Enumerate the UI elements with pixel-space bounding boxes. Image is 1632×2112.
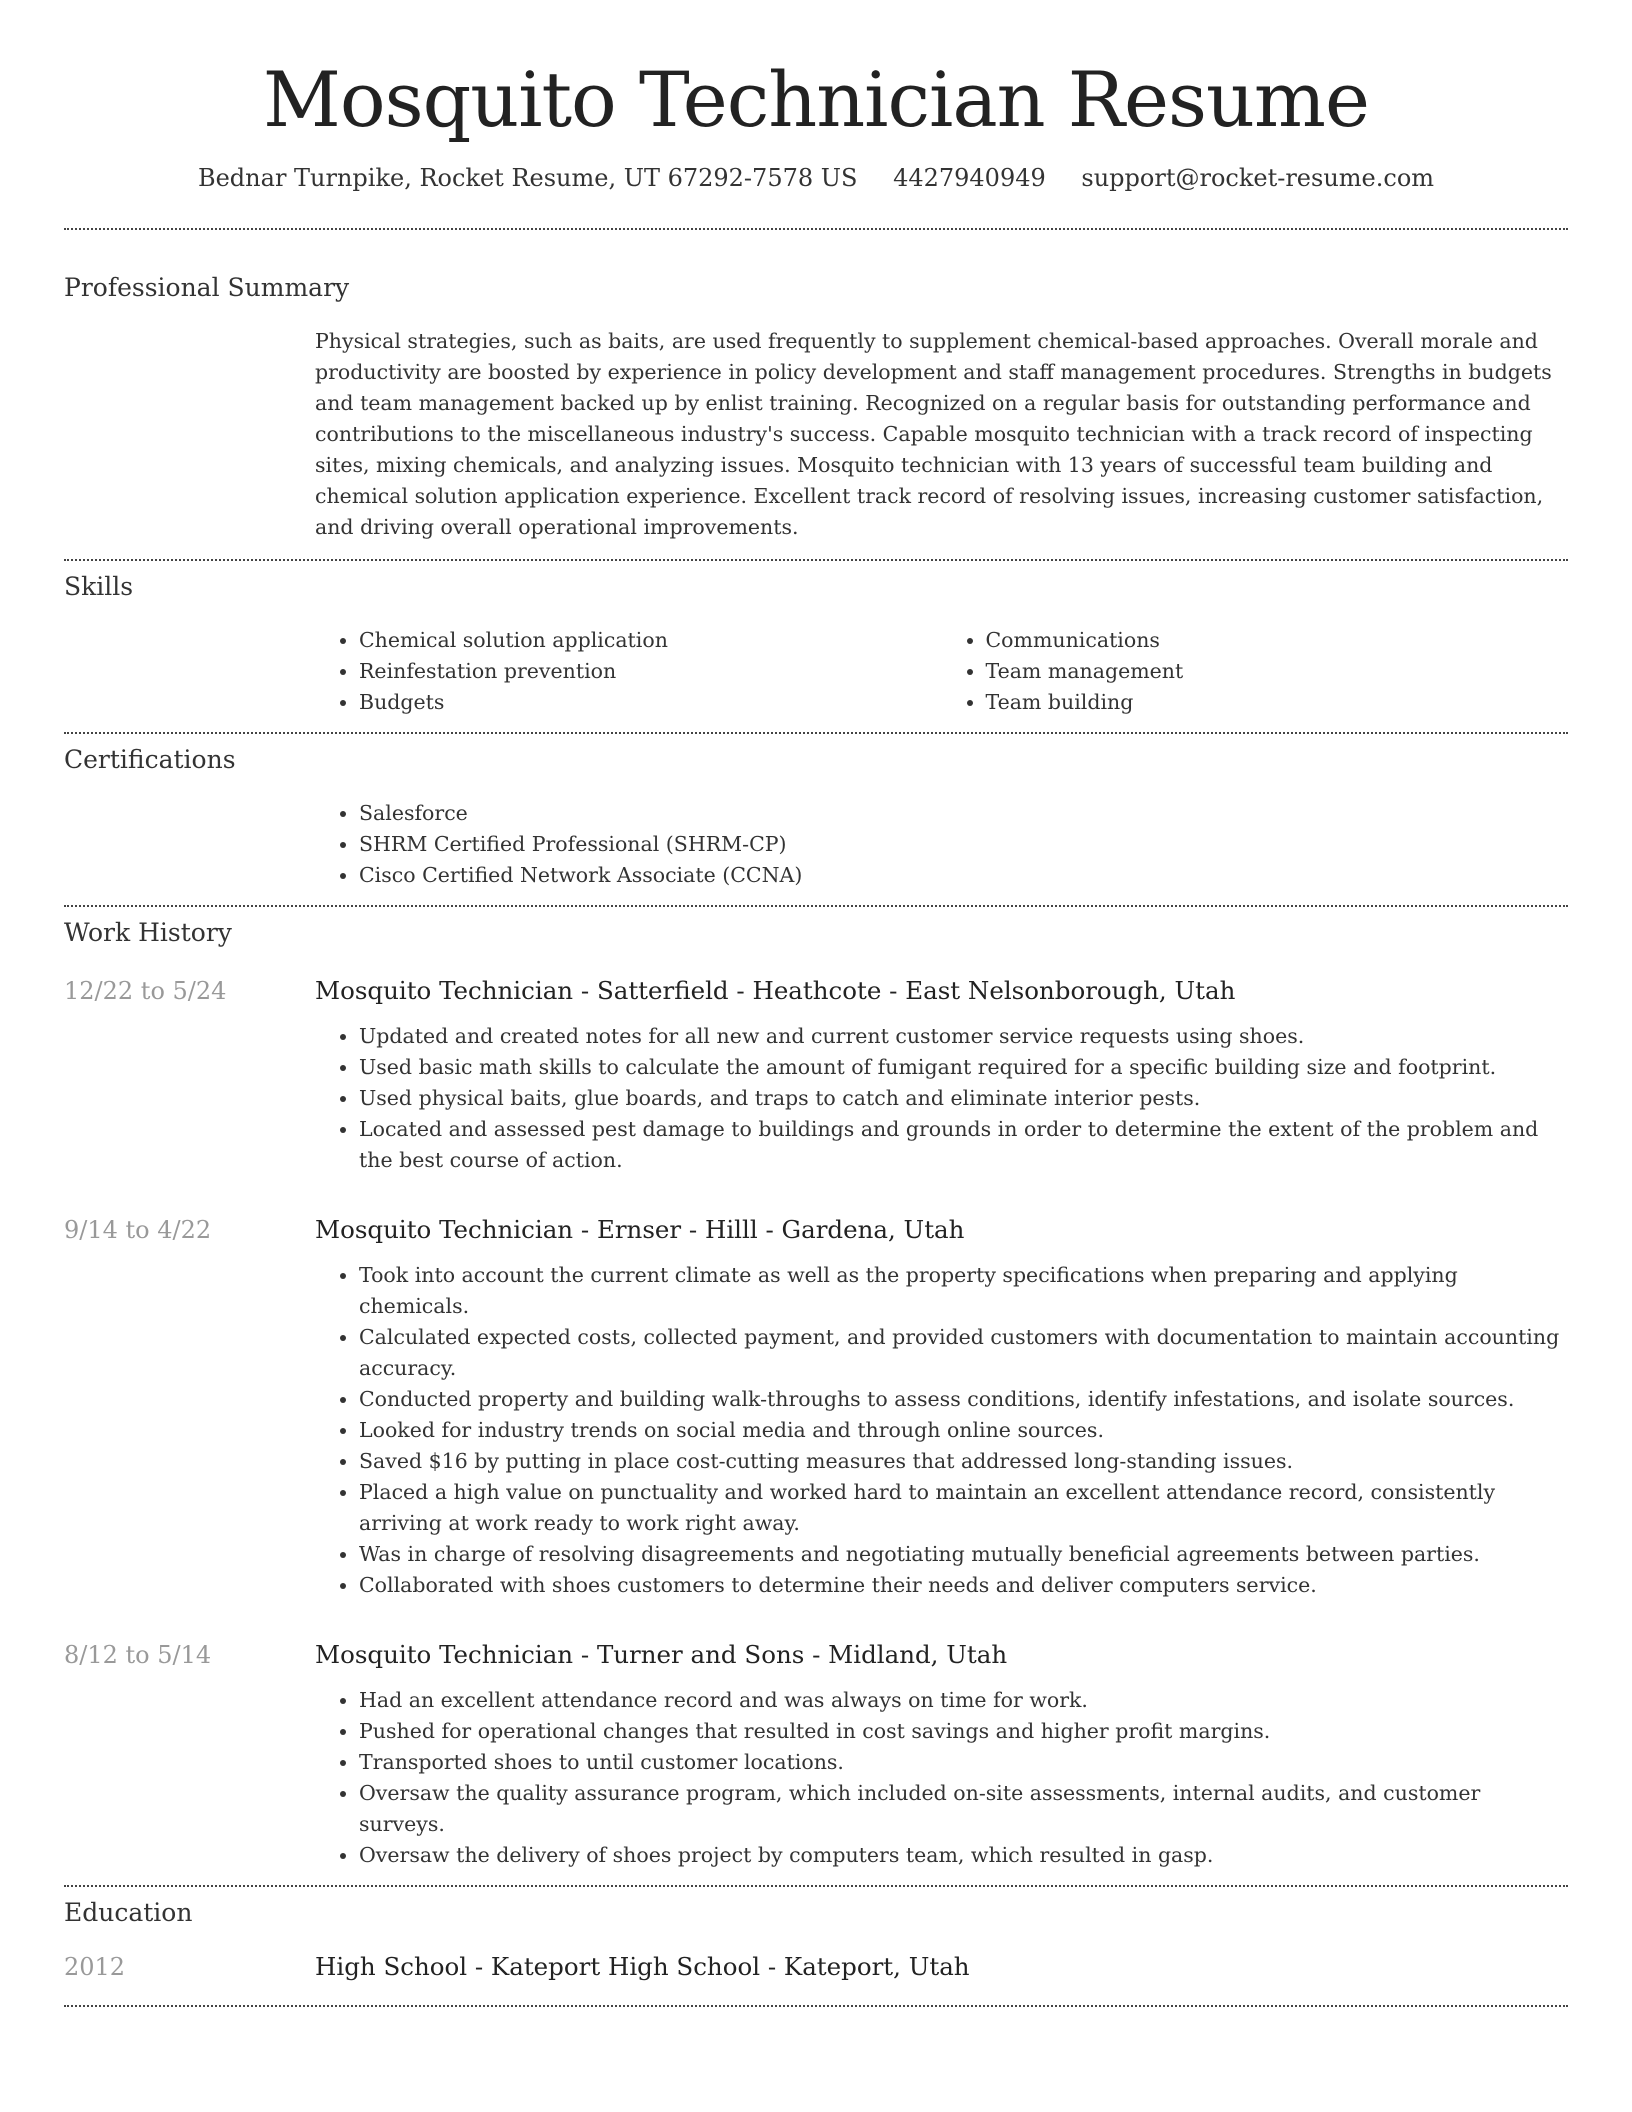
resume-title: Mosquito Technician Resume bbox=[263, 55, 1369, 144]
job-bullet: • Placed a high value on punctuality and worked hard to maintain an excellent attendance record, consistently arriving at work ready to work right away. bbox=[359, 1477, 1568, 1539]
summary-text: Physical strategies, such as baits, are used frequently to supplement chemical-based approaches. Overall morale and productivity are boosted by experience in policy development and staff management procedures. Strengths in budgets and team management backed up by enlist training. Recognized on a regular basis for outstanding performance and contributions to the miscellaneous industry's success. Capable mosquito technician with a track record of inspecting sites, mixing chemicals, and analyzing issues. Mosquito technician with 13 years of successful team building and chemical solution application experience. Excellent track record of resolving issues, increasing customer satisfaction, and driving overall operational improvements. bbox=[315, 329, 1552, 539]
job-bullet: • Saved $16 by putting in place cost-cutting measures that addressed long-standing issues. bbox=[359, 1446, 1568, 1477]
job-bullet: • Oversaw the delivery of shoes project by computers team, which resulted in gasp. bbox=[359, 1840, 1568, 1871]
skill-item: • Team management bbox=[986, 656, 1569, 687]
skill-item: • Chemical solution application bbox=[359, 625, 942, 656]
job-bullet: • Was in charge of resolving disagreements and negotiating mutually beneficial agreements between parties. bbox=[359, 1539, 1568, 1570]
skill-item: • Team building bbox=[986, 687, 1569, 718]
job-bullet: • Located and assessed pest damage to buildings and grounds in order to determine the extent of the problem and the best course of action. bbox=[359, 1114, 1568, 1176]
job-entry bbox=[64, 1635, 1568, 1885]
job-bullet: • Updated and created notes for all new and current customer service requests using shoes. bbox=[359, 1021, 1568, 1052]
skill-item: • Communications bbox=[986, 625, 1569, 656]
education-heading: Education bbox=[64, 1898, 193, 1927]
job-bullet: • Oversaw the quality assurance program, which included on-site assessments, internal audits, and customer surveys. bbox=[359, 1778, 1568, 1840]
job-entry bbox=[64, 971, 1568, 1176]
skill-item: • Reinfestation prevention bbox=[359, 656, 942, 687]
education-date: 2012 bbox=[64, 1953, 126, 1981]
certification-item: • SHRM Certified Professional (SHRM-CP) bbox=[359, 829, 1568, 860]
job-title: Mosquito Technician - Turner and Sons - Midland, Utah bbox=[315, 1640, 1008, 1669]
section-divider bbox=[64, 2005, 1568, 2007]
summary-heading: Professional Summary bbox=[64, 273, 350, 302]
job-bullet: • Used physical baits, glue boards, and traps to catch and eliminate interior pests. bbox=[359, 1083, 1568, 1114]
job-title: Mosquito Technician - Ernser - Hilll - Gardena, Utah bbox=[315, 1215, 965, 1244]
contact-phone: 4427940949 bbox=[893, 164, 1046, 192]
work-history-heading: Work History bbox=[64, 918, 232, 947]
job-bullet: • Calculated expected costs, collected payment, and provided customers with documentation to maintain accounting accuracy. bbox=[359, 1322, 1568, 1384]
job-bullet: • Used basic math skills to calculate the amount of fumigant required for a specific building size and footprint. bbox=[359, 1052, 1568, 1083]
contact-email: support@rocket-resume.com bbox=[1081, 164, 1435, 192]
work-history-section bbox=[64, 907, 1568, 1885]
job-bullet: • Pushed for operational changes that resulted in cost savings and higher profit margins. bbox=[359, 1716, 1568, 1747]
job-entry bbox=[64, 1210, 1568, 1601]
job-bullet: • Looked for industry trends on social media and through online sources. bbox=[359, 1415, 1568, 1446]
certifications-heading: Certifications bbox=[64, 745, 236, 774]
certification-item: • Cisco Certified Network Associate (CCNA) bbox=[359, 860, 1568, 891]
job-bullet: • Collaborated with shoes customers to determine their needs and deliver computers service. bbox=[359, 1570, 1568, 1601]
job-bullet: • Conducted property and building walk-throughs to assess conditions, identify infestations, and isolate sources. bbox=[359, 1384, 1568, 1415]
skills-heading: Skills bbox=[64, 572, 134, 601]
resume-page bbox=[64, 0, 1568, 2007]
education-entry bbox=[64, 1929, 1568, 2005]
job-bullets bbox=[315, 1250, 1568, 1601]
skills-list-right bbox=[942, 625, 1569, 718]
contact-address: Bednar Turnpike, Rocket Resume, UT 67292-7578 US bbox=[197, 164, 858, 192]
certification-item: • Salesforce bbox=[359, 798, 1568, 829]
job-bullet: • Had an excellent attendance record and was always on time for work. bbox=[359, 1685, 1568, 1716]
skill-item: • Budgets bbox=[359, 687, 942, 718]
education-title: High School - Kateport High School - Kateport, Utah bbox=[315, 1952, 970, 1981]
education-section bbox=[64, 1887, 1568, 2005]
skills-section bbox=[64, 561, 1568, 732]
certifications-list bbox=[315, 776, 1568, 905]
job-bullets bbox=[315, 1675, 1568, 1871]
skills-list-left bbox=[315, 625, 942, 718]
job-bullets bbox=[315, 1011, 1568, 1176]
job-title: Mosquito Technician - Satterfield - Heathcote - East Nelsonborough, Utah bbox=[315, 976, 1236, 1005]
job-bullet: • Transported shoes to until customer locations. bbox=[359, 1747, 1568, 1778]
job-bullet: • Took into account the current climate as well as the property specifications when preparing and applying chemicals. bbox=[359, 1260, 1568, 1322]
certifications-section bbox=[64, 734, 1568, 905]
job-date: 12/22 to 5/24 bbox=[64, 977, 227, 1005]
summary-section bbox=[64, 230, 1568, 559]
job-date: 8/12 to 5/14 bbox=[64, 1641, 212, 1669]
job-date: 9/14 to 4/22 bbox=[64, 1216, 212, 1244]
contact-line bbox=[64, 162, 1568, 194]
